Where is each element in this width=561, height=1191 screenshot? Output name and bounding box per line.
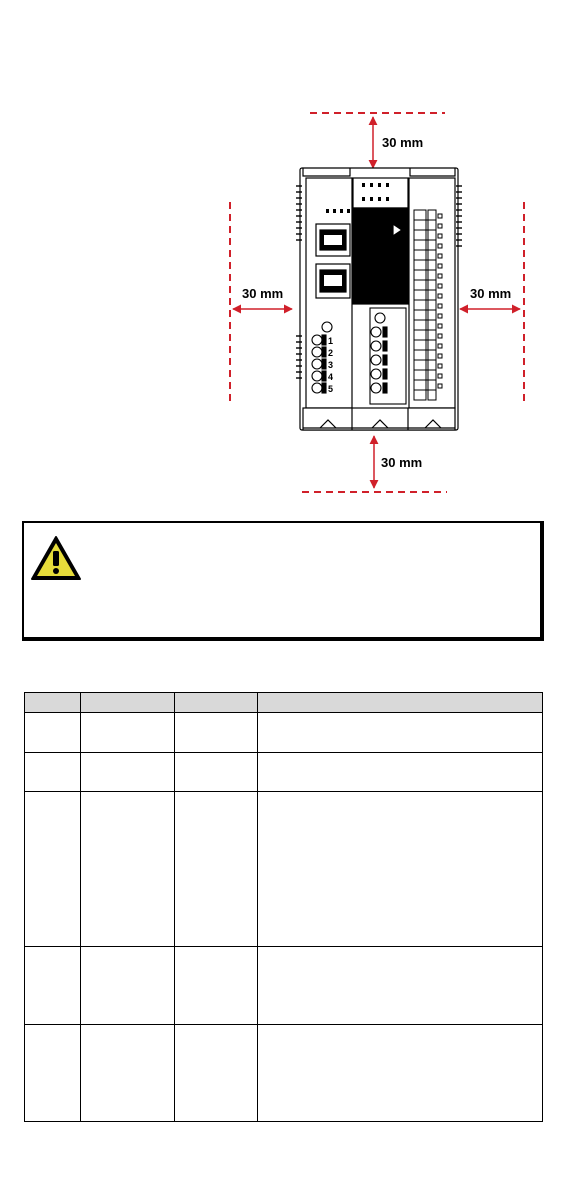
table-cell	[81, 1025, 175, 1122]
column-header	[258, 693, 543, 713]
table-row	[25, 713, 543, 753]
io-terminal-block	[370, 308, 406, 404]
table-cell	[175, 1025, 258, 1122]
column-header	[25, 693, 81, 713]
table-cell	[258, 753, 543, 792]
table-row	[25, 947, 543, 1025]
table-cell	[175, 713, 258, 753]
terminal-pin-1: 1	[328, 336, 334, 346]
table-cell	[25, 792, 81, 947]
table-cell	[258, 1025, 543, 1122]
column-header	[81, 693, 175, 713]
right-dimension-label: 30 mm	[470, 286, 512, 301]
left-dimension-label: 30 mm	[242, 286, 284, 301]
table-cell	[81, 753, 175, 792]
terminal-pin-2: 2	[328, 348, 334, 358]
clearance-diagram	[0, 0, 561, 510]
spec-table	[24, 692, 543, 1122]
table-row	[25, 1025, 543, 1122]
table-row	[25, 792, 543, 947]
table-cell	[81, 713, 175, 753]
table-cell	[175, 753, 258, 792]
terminal-pin-numbers	[328, 336, 333, 394]
bottom-dimension-label: 30 mm	[381, 455, 423, 470]
warning-callout	[22, 521, 544, 641]
table-cell	[25, 713, 81, 753]
table-cell	[81, 792, 175, 947]
table-cell	[25, 753, 81, 792]
column-header	[175, 693, 258, 713]
table-cell	[81, 947, 175, 1025]
table-cell	[25, 1025, 81, 1122]
top-dimension-label: 30 mm	[382, 135, 424, 150]
terminal-pin-3: 3	[328, 360, 334, 370]
table-cell	[25, 947, 81, 1025]
terminal-pin-5: 5	[328, 384, 334, 394]
table-cell	[258, 947, 543, 1025]
table-header-row	[25, 693, 543, 713]
table-cell	[175, 792, 258, 947]
table-cell	[258, 792, 543, 947]
warning-triangle-icon	[30, 535, 82, 581]
terminal-pin-4: 4	[328, 372, 334, 382]
table-cell	[175, 947, 258, 1025]
table-row	[25, 753, 543, 792]
table-cell	[258, 713, 543, 753]
